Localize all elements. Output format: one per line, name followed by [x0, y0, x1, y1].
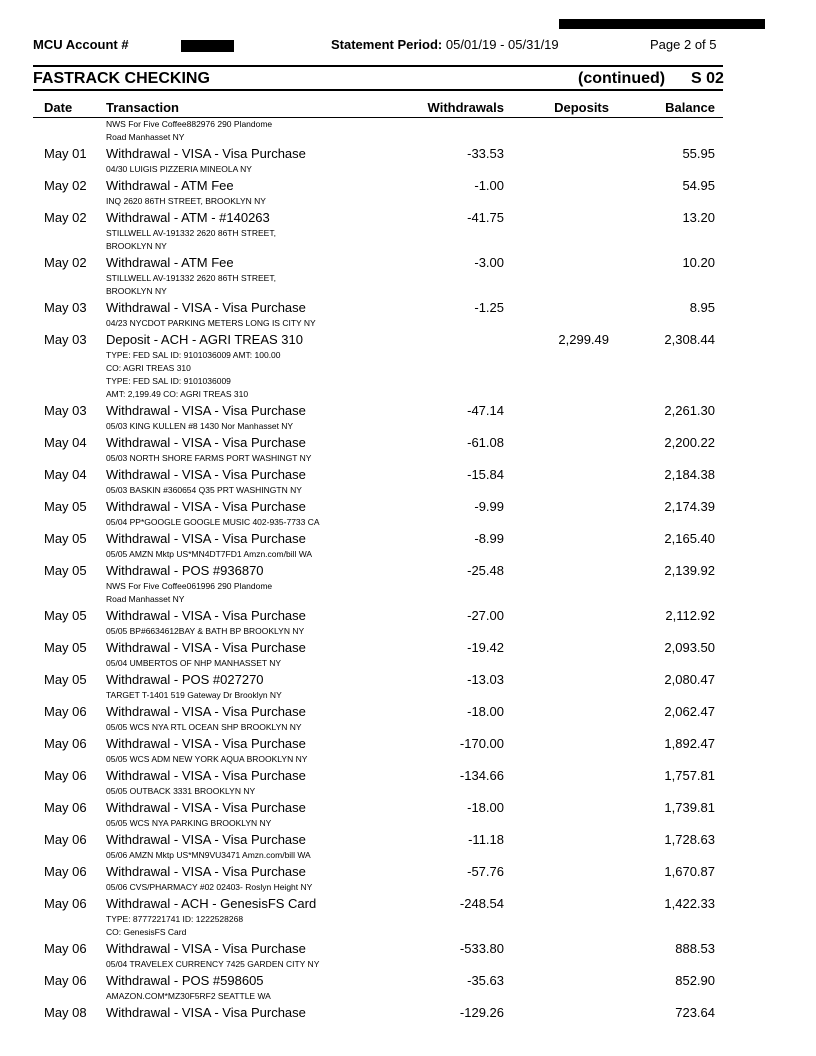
transaction-withdrawal: -61.08	[467, 435, 504, 450]
section-divider	[33, 89, 723, 91]
transaction-withdrawal: -248.54	[459, 896, 504, 911]
detail-text: 05/03 NORTH SHORE FARMS PORT WASHINGT NY	[106, 453, 312, 463]
transaction-balance: 2,139.92	[664, 563, 715, 578]
transaction-deposit: 2,299.49	[558, 332, 609, 347]
detail-text: NWS For Five Coffee061996 290 Plandome	[106, 581, 273, 591]
detail-line	[0, 516, 816, 529]
table-row	[0, 734, 816, 766]
lead-details	[0, 118, 816, 144]
transaction-withdrawal: -15.84	[467, 467, 504, 482]
detail-text: 04/30 LUIGIS PIZZERIA MINEOLA NY	[106, 164, 252, 174]
transaction-main-line	[0, 734, 816, 753]
transaction-withdrawal: -170.00	[459, 736, 504, 751]
transaction-withdrawal: -129.26	[459, 1005, 504, 1020]
detail-line	[0, 163, 816, 176]
transaction-main-line	[0, 971, 816, 990]
transaction-withdrawal: -18.00	[467, 704, 504, 719]
detail-text: BROOKLYN NY	[106, 241, 167, 251]
transaction-description: Withdrawal - VISA - Visa Purchase	[106, 146, 306, 161]
transaction-withdrawal: -134.66	[459, 768, 504, 783]
transaction-main-line	[0, 529, 816, 548]
transaction-withdrawal: -25.48	[467, 563, 504, 578]
transaction-description: Withdrawal - ACH - GenesisFS Card	[106, 896, 317, 911]
detail-text: 05/05 BP#6634612BAY & BATH BP BROOKLYN NY	[106, 626, 305, 636]
detail-text: 05/04 UMBERTOS OF NHP MANHASSET NY	[106, 658, 282, 668]
detail-line	[0, 452, 816, 465]
table-row	[0, 176, 816, 208]
transaction-date: May 06	[44, 736, 87, 751]
transaction-balance: 10.20	[682, 255, 715, 270]
transaction-balance: 2,308.44	[664, 332, 715, 347]
table-row	[0, 401, 816, 433]
transaction-description: Withdrawal - VISA - Visa Purchase	[106, 941, 306, 956]
detail-text: NWS For Five Coffee882976 290 Plandome	[106, 119, 273, 129]
transaction-description: Withdrawal - VISA - Visa Purchase	[106, 467, 306, 482]
transaction-main-line	[0, 330, 816, 349]
table-row	[0, 1003, 816, 1022]
transaction-main-line	[0, 208, 816, 227]
detail-text: 05/06 CVS/PHARMACY #02 02403- Roslyn Height NY	[106, 882, 313, 892]
detail-text: STILLWELL AV-191332 2620 86TH STREET,	[106, 228, 276, 238]
table-row	[0, 330, 816, 401]
statement-period	[331, 37, 559, 52]
transaction-balance: 2,062.47	[664, 704, 715, 719]
table-row	[0, 638, 816, 670]
transaction-balance: 55.95	[682, 146, 715, 161]
detail-line	[0, 593, 816, 606]
transaction-balance: 8.95	[689, 300, 715, 315]
detail-line	[0, 388, 816, 401]
transaction-main-line	[0, 670, 816, 689]
transaction-withdrawal: -11.18	[468, 832, 504, 847]
detail-line	[0, 484, 816, 497]
transaction-main-line	[0, 702, 816, 721]
detail-text: 05/03 BASKIN #360654 Q35 PRT WASHINGTN NY	[106, 485, 302, 495]
transaction-date: May 05	[44, 563, 87, 578]
transaction-description: Withdrawal - VISA - Visa Purchase	[106, 768, 306, 783]
detail-text: Road Manhasset NY	[106, 132, 185, 142]
detail-line	[0, 689, 816, 702]
transaction-description: Withdrawal - POS #598605	[106, 973, 264, 988]
transaction-main-line	[0, 253, 816, 272]
transaction-description: Withdrawal - VISA - Visa Purchase	[106, 1005, 306, 1020]
transaction-balance: 1,757.81	[664, 768, 715, 783]
transaction-main-line	[0, 1003, 816, 1022]
transaction-date: May 06	[44, 941, 87, 956]
transaction-balance: 1,728.63	[664, 832, 715, 847]
redaction-bar-top	[559, 19, 765, 29]
transaction-date: May 01	[44, 146, 87, 161]
transaction-withdrawal: -33.53	[467, 146, 504, 161]
column-header-withdrawals: Withdrawals	[427, 100, 504, 115]
table-row	[0, 862, 816, 894]
transaction-date: May 02	[44, 210, 87, 225]
detail-text: 05/05 WCS NYA PARKING BROOKLYN NY	[106, 818, 272, 828]
column-header-date: Date	[44, 100, 73, 115]
detail-text: CO: AGRI TREAS 310	[106, 363, 191, 373]
detail-line	[0, 958, 816, 971]
transaction-main-line	[0, 144, 816, 163]
table-row	[0, 433, 816, 465]
detail-line	[0, 580, 816, 593]
detail-line	[0, 349, 816, 362]
transaction-main-line	[0, 798, 816, 817]
transaction-withdrawal: -18.00	[467, 800, 504, 815]
transaction-withdrawal: -533.80	[459, 941, 504, 956]
transaction-date: May 06	[44, 832, 87, 847]
column-header-transaction: Transaction	[106, 100, 179, 115]
detail-line	[0, 990, 816, 1003]
statement-period-label: Statement Period:	[331, 37, 443, 52]
detail-line	[0, 227, 816, 240]
transaction-date: May 04	[44, 467, 87, 482]
detail-line	[0, 362, 816, 375]
transaction-description: Withdrawal - VISA - Visa Purchase	[106, 435, 306, 450]
transaction-main-line	[0, 894, 816, 913]
transaction-main-line	[0, 298, 816, 317]
table-row	[0, 298, 816, 330]
detail-line	[0, 195, 816, 208]
transaction-withdrawal: -57.76	[467, 864, 504, 879]
detail-text: 05/04 TRAVELEX CURRENCY 7425 GARDEN CITY NY	[106, 959, 320, 969]
transaction-balance: 1,422.33	[664, 896, 715, 911]
table-row	[0, 798, 816, 830]
detail-line	[0, 118, 816, 131]
transaction-balance: 723.64	[675, 1005, 715, 1020]
transaction-withdrawal: -27.00	[467, 608, 504, 623]
detail-text: 05/05 OUTBACK 3331 BROOKLYN NY	[106, 786, 256, 796]
table-row	[0, 144, 816, 176]
transaction-date: May 03	[44, 300, 87, 315]
detail-line	[0, 548, 816, 561]
transaction-description: Withdrawal - VISA - Visa Purchase	[106, 608, 306, 623]
detail-line	[0, 375, 816, 388]
table-row	[0, 670, 816, 702]
table-row	[0, 830, 816, 862]
transaction-main-line	[0, 497, 816, 516]
detail-text: AMAZON.COM*MZ30F5RF2 SEATTLE WA	[106, 991, 271, 1001]
transaction-date: May 04	[44, 435, 87, 450]
transaction-description: Withdrawal - VISA - Visa Purchase	[106, 832, 306, 847]
detail-line	[0, 285, 816, 298]
transaction-date: May 06	[44, 704, 87, 719]
transaction-main-line	[0, 433, 816, 452]
transaction-withdrawal: -19.42	[467, 640, 504, 655]
transaction-main-line	[0, 606, 816, 625]
detail-line	[0, 657, 816, 670]
transaction-balance: 2,184.38	[664, 467, 715, 482]
transaction-date: May 08	[44, 1005, 87, 1020]
transaction-main-line	[0, 862, 816, 881]
transaction-date: May 05	[44, 640, 87, 655]
table-row	[0, 702, 816, 734]
account-label: MCU Account #	[33, 37, 129, 52]
transaction-balance: 2,261.30	[664, 403, 715, 418]
table-row	[0, 606, 816, 638]
transaction-withdrawal: -1.25	[474, 300, 504, 315]
detail-text: TYPE: FED SAL ID: 9101036009 AMT: 100.00	[106, 350, 281, 360]
detail-line	[0, 240, 816, 253]
transaction-balance: 2,093.50	[664, 640, 715, 655]
transaction-date: May 05	[44, 499, 87, 514]
detail-line	[0, 317, 816, 330]
transaction-date: May 05	[44, 608, 87, 623]
detail-line	[0, 913, 816, 926]
transaction-description: Withdrawal - VISA - Visa Purchase	[106, 704, 306, 719]
detail-text: 05/05 WCS ADM NEW YORK AQUA BROOKLYN NY	[106, 754, 308, 764]
transaction-balance: 2,200.22	[664, 435, 715, 450]
detail-text: STILLWELL AV-191332 2620 86TH STREET,	[106, 273, 276, 283]
detail-line	[0, 849, 816, 862]
table-row	[0, 971, 816, 1003]
header-divider	[33, 65, 723, 67]
detail-line	[0, 817, 816, 830]
table-row	[0, 497, 816, 529]
detail-line	[0, 881, 816, 894]
detail-text: 05/05 WCS NYA RTL OCEAN SHP BROOKLYN NY	[106, 722, 302, 732]
transaction-description: Withdrawal - VISA - Visa Purchase	[106, 531, 306, 546]
column-header-balance: Balance	[665, 100, 715, 115]
transaction-date: May 03	[44, 332, 87, 347]
transaction-balance: 852.90	[675, 973, 715, 988]
transaction-description: Withdrawal - VISA - Visa Purchase	[106, 403, 306, 418]
transaction-withdrawal: -9.99	[474, 499, 504, 514]
detail-line	[0, 625, 816, 638]
detail-line	[0, 926, 816, 939]
transaction-date: May 02	[44, 178, 87, 193]
transaction-description: Withdrawal - VISA - Visa Purchase	[106, 800, 306, 815]
table-row	[0, 529, 816, 561]
transaction-balance: 2,112.92	[665, 608, 715, 623]
statement-period-value: 05/01/19 - 05/31/19	[445, 37, 559, 52]
transaction-balance: 1,739.81	[664, 800, 715, 815]
transaction-main-line	[0, 561, 816, 580]
transaction-main-line	[0, 766, 816, 785]
transaction-date: May 06	[44, 973, 87, 988]
transaction-balance: 1,670.87	[664, 864, 715, 879]
table-row	[0, 561, 816, 606]
transaction-date: May 06	[44, 864, 87, 879]
transaction-balance: 54.95	[682, 178, 715, 193]
transaction-date: May 02	[44, 255, 87, 270]
transaction-date: May 06	[44, 800, 87, 815]
account-number-redaction	[181, 40, 234, 52]
detail-text: 05/04 PP*GOOGLE GOOGLE MUSIC 402-935-7733 CA	[106, 517, 320, 527]
transaction-balance: 13.20	[682, 210, 715, 225]
detail-text: INQ 2620 86TH STREET, BROOKLYN NY	[106, 196, 266, 206]
transaction-balance: 1,892.47	[664, 736, 715, 751]
transaction-main-line	[0, 401, 816, 420]
transaction-description: Withdrawal - VISA - Visa Purchase	[106, 499, 306, 514]
detail-text: TYPE: FED SAL ID: 9101036009	[106, 376, 231, 386]
detail-text: 05/06 AMZN Mktp US*MN9VU3471 Amzn.com/bill WA	[106, 850, 311, 860]
transaction-withdrawal: -8.99	[474, 531, 504, 546]
detail-line	[0, 785, 816, 798]
table-row	[0, 766, 816, 798]
detail-text: TYPE: 8777221741 ID: 1222528268	[106, 914, 244, 924]
table-row	[0, 465, 816, 497]
transaction-description: Withdrawal - ATM Fee	[106, 178, 234, 193]
transaction-main-line	[0, 939, 816, 958]
transaction-main-line	[0, 638, 816, 657]
transaction-description: Withdrawal - ATM - #140263	[106, 210, 270, 225]
detail-text: 05/03 KING KULLEN #8 1430 Nor Manhasset NY	[106, 421, 294, 431]
transaction-withdrawal: -41.75	[467, 210, 504, 225]
transaction-description: Withdrawal - VISA - Visa Purchase	[106, 300, 306, 315]
transaction-description: Deposit - ACH - AGRI TREAS 310	[106, 332, 303, 347]
detail-text: AMT: 2,199.49 CO: AGRI TREAS 310	[106, 389, 249, 399]
detail-text: CO: GenesisFS Card	[106, 927, 187, 937]
section-code: S 02	[691, 70, 724, 87]
transaction-description: Withdrawal - POS #936870	[106, 563, 264, 578]
section-continued: (continued)	[578, 70, 666, 87]
transaction-balance: 2,165.40	[664, 531, 715, 546]
transaction-date: May 05	[44, 672, 87, 687]
transaction-balance: 888.53	[675, 941, 715, 956]
transaction-description: Withdrawal - ATM Fee	[106, 255, 234, 270]
transaction-main-line	[0, 176, 816, 195]
transaction-description: Withdrawal - POS #027270	[106, 672, 264, 687]
transaction-list	[0, 118, 816, 1022]
detail-text: 04/23 NYCDOT PARKING METERS LONG IS CITY NY	[106, 318, 316, 328]
page-indicator: Page 2 of 5	[650, 37, 717, 52]
transaction-date: May 06	[44, 768, 87, 783]
transaction-date: May 03	[44, 403, 87, 418]
transaction-date: May 06	[44, 896, 87, 911]
detail-line	[0, 721, 816, 734]
transaction-description: Withdrawal - VISA - Visa Purchase	[106, 864, 306, 879]
transaction-balance: 2,174.39	[664, 499, 715, 514]
table-row	[0, 253, 816, 298]
table-row	[0, 894, 816, 939]
table-row	[0, 939, 816, 971]
detail-line	[0, 131, 816, 144]
transaction-description: Withdrawal - VISA - Visa Purchase	[106, 640, 306, 655]
transaction-withdrawal: -3.00	[474, 255, 504, 270]
transaction-main-line	[0, 830, 816, 849]
detail-text: TARGET T-1401 519 Gateway Dr Brooklyn NY	[106, 690, 282, 700]
transaction-withdrawal: -47.14	[467, 403, 504, 418]
transaction-main-line	[0, 465, 816, 484]
detail-text: Road Manhasset NY	[106, 594, 185, 604]
transaction-withdrawal: -1.00	[474, 178, 504, 193]
detail-text: 05/05 AMZN Mktp US*MN4DT7FD1 Amzn.com/bill WA	[106, 549, 313, 559]
table-row	[0, 208, 816, 253]
detail-text: BROOKLYN NY	[106, 286, 167, 296]
transaction-description: Withdrawal - VISA - Visa Purchase	[106, 736, 306, 751]
transaction-withdrawal: -35.63	[467, 973, 504, 988]
detail-line	[0, 420, 816, 433]
section-title: FASTRACK CHECKING	[33, 70, 210, 87]
detail-line	[0, 753, 816, 766]
transaction-balance: 2,080.47	[664, 672, 715, 687]
transaction-date: May 05	[44, 531, 87, 546]
column-header-deposits: Deposits	[554, 100, 609, 115]
transaction-withdrawal: -13.03	[467, 672, 504, 687]
detail-line	[0, 272, 816, 285]
